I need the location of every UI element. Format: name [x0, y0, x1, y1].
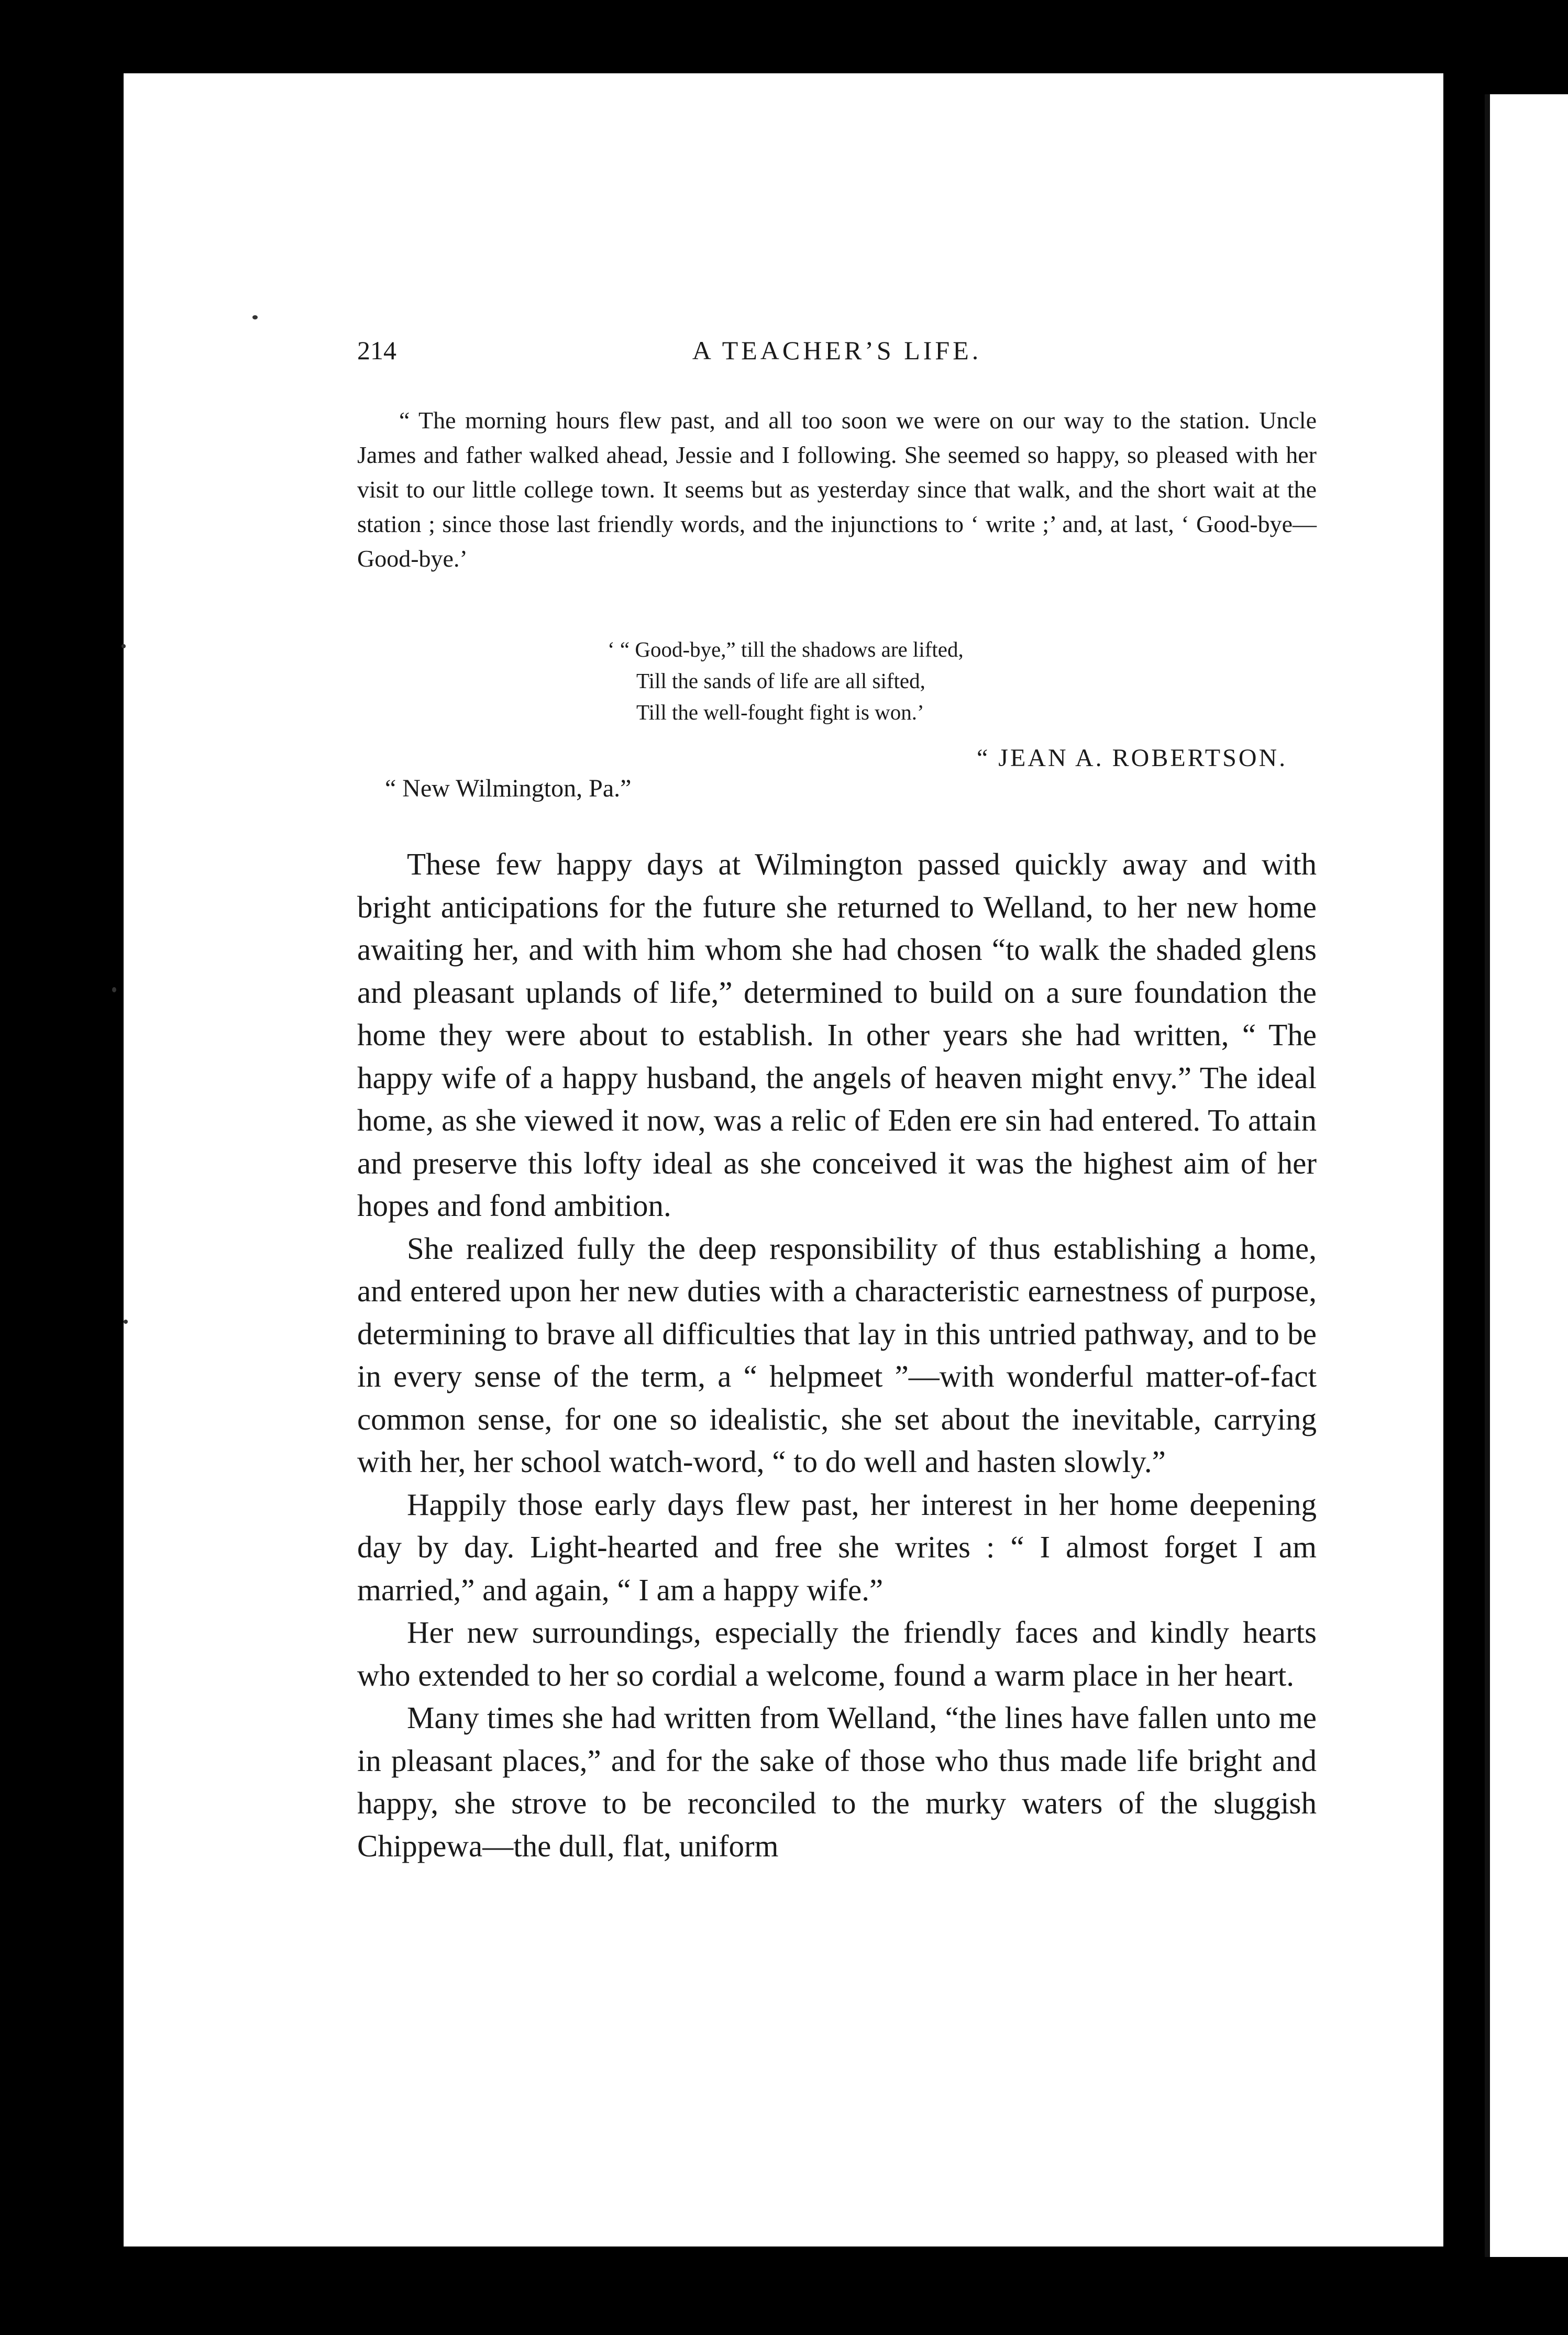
- adjacent-page-edge: [1490, 94, 1568, 2257]
- scan-speck: [252, 315, 258, 319]
- body-paragraph: Many times she had written from Welland, “the lines have fallen unto me in pleasant places,” and for the sake of those who thus made life bright and happy, she strove to be reconciled to the murky waters of the sluggish Chippewa—the dull, flat, uniform: [357, 1700, 1317, 1863]
- letter-paragraph: “ The morning hours flew past, and all too soon we were on our way to the station. Uncle James and father walked ahead, Jessie and I following. She seemed so happy, so pleased with her visit to our little college town. It seems but as yesterday since that walk, and the short wait at the station ; since those last friendly words, and the injunctions to ‘ write ;’ and, at last, ‘ Good-bye—Good-bye.’: [357, 407, 1317, 572]
- scan-speck: [112, 987, 116, 992]
- running-title: A TEACHER’S LIFE.: [692, 336, 982, 365]
- body-paragraph: Happily those early days flew past, her interest in her home deepening day by day. Light-hearted and free she writes : “ I almost forget I am married,” and again, “ I am a happy wife.”: [357, 1487, 1317, 1607]
- page-header: [357, 335, 1317, 377]
- poem-line: Till the sands of life are all sifted,: [636, 669, 925, 693]
- poem-line: Till the well-fought fight is won.’: [636, 700, 924, 724]
- letter-place: “ New Wilmington, Pa.”: [385, 774, 632, 802]
- body-paragraph: These few happy days at Wilmington passed quickly away and with bright anticipations for the future she returned to Welland, to her new home awaiting her, and with him whom she had chosen “to walk the shaded glens and pleasant uplands of life,” determined to build on a sure foundation the home they were about to establish. In other years she had written, “ The happy wife of a happy husband, the angels of heaven might envy.” The ideal home, as she viewed it now, was a relic of Eden ere sin had entered. To attain and preserve this lofty ideal as she conceived it was the highest aim of her hopes and fond ambition.: [357, 847, 1317, 1223]
- scan-speck: [124, 1320, 128, 1324]
- body-paragraph: She realized fully the deep responsibility of thus establishing a home, and entered upon her new duties with a characteristic earnestness of purpose, determining to brave all difficulties that lay in this untried pathway, and to be in every sense of the term, a “ helpmeet ”—with wonderful matter-of-fact common sense, for one so idealistic, she set about the inevitable, carrying with her, her school watch-word, “ to do well and hasten slowly.”: [357, 1231, 1317, 1479]
- letter-signature: “ JEAN A. ROBERTSON.: [977, 744, 1288, 772]
- letter-excerpt: [357, 403, 1317, 576]
- body-text: [357, 843, 1317, 1867]
- scan-speck: [122, 644, 126, 648]
- poem-quote: [608, 634, 964, 728]
- body-paragraph: Her new surroundings, especially the friendly faces and kindly hearts who extended to her so cordial a welcome, found a warm place in her heart.: [357, 1615, 1317, 1692]
- poem-line: ‘ “ Good-bye,” till the shadows are lifted,: [608, 637, 964, 661]
- page-number: 214: [357, 336, 396, 365]
